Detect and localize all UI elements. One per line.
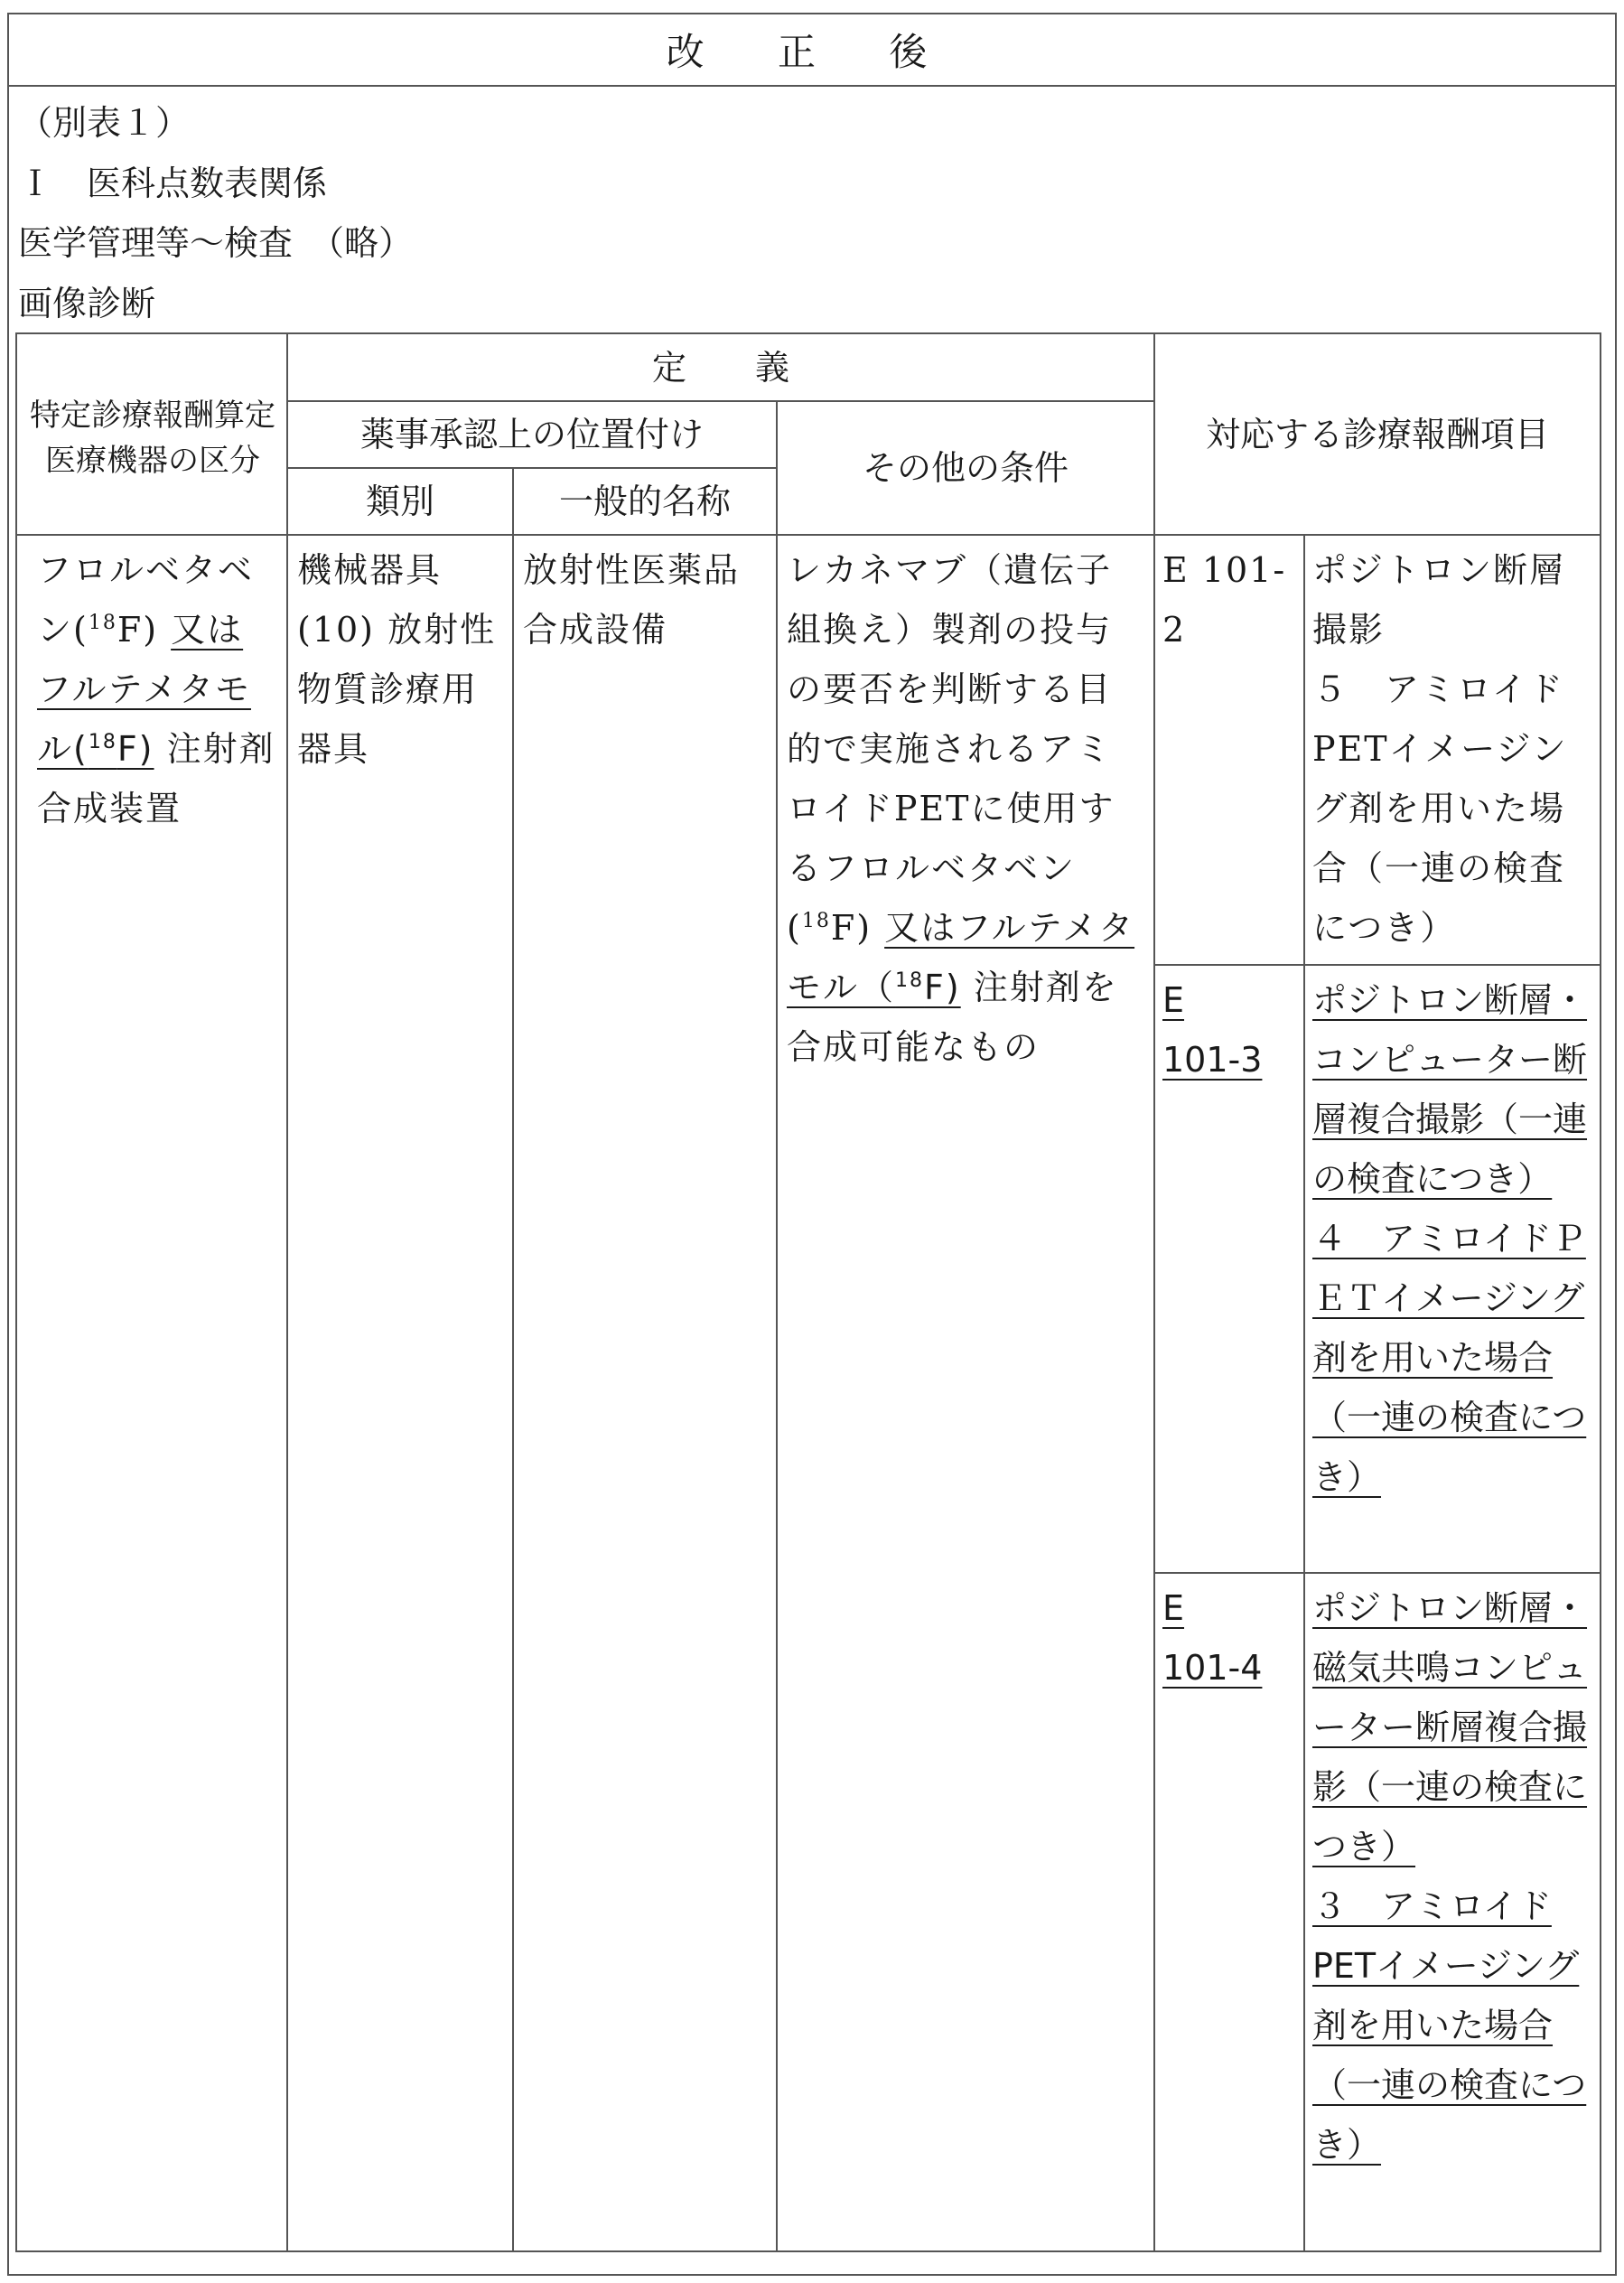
item-desc-e101-4: ポジトロン断層・磁気共鳴コンピューター断層複合撮影（一連の検査につき） ３ アミロイドPETイメージング剤を用いた場合（一連の検査につき） — [1312, 1588, 1588, 2165]
device-class-added-text: 又はフルテメタモル($^{18}$F) — [37, 610, 251, 769]
header-corresponding-items: 対応する診療報酬項目 — [1205, 414, 1549, 454]
header-device-class: 特定診療報酬算定医療機器の区分 — [30, 398, 275, 479]
header-category: 類別 — [365, 482, 434, 521]
category-cell: 機械器具(10) 放射性物質診療用器具 — [297, 550, 497, 769]
header-approval-position: 薬事承認上の位置付け — [359, 415, 704, 454]
appendix-label: （別表１） — [18, 103, 191, 143]
omitted-range: 医学管理等～検査 （略） — [18, 223, 414, 263]
conditions-cell: レカネマブ（遺伝子組換え）製剤の投与の要否を判断する目的で実施されるアミロイドPETに使用するフロルベタベン($^{18}$F) 又はフルテメタモル（$^{18}$F) 注射剤を合成可能なもの — [787, 550, 1135, 1067]
conditions-added-text: 又はフルテメタモル（$^{18}$F) — [787, 908, 1135, 1007]
section-heading: Ｉ 医科点数表関係 — [18, 164, 328, 203]
header-definition: 定 義 — [651, 347, 789, 388]
header-other-conditions: その他の条件 — [862, 448, 1069, 488]
device-class-cell: フロルベタベン($^{18}$F) 又はフルテメタモル($^{18}$F) 注射剤合成装置 — [37, 550, 275, 828]
item-code-e101-2: E 101-2 — [1162, 550, 1287, 650]
subsection-heading: 画像診断 — [18, 284, 156, 323]
generic-name-cell: 放射性医薬品合成設備 — [523, 550, 741, 650]
device-table — [15, 332, 1601, 2252]
page-title: 改 正 後 — [9, 14, 1615, 87]
item-desc-e101-3: ポジトロン断層・コンピューター断層複合撮影（一連の検査につき） ４ アミロイドＰＥＴイメージング剤を用いた場合（一連の検査につき） — [1312, 980, 1588, 1497]
item-code-e101-3: E 101-3 — [1162, 980, 1263, 1080]
item-code-e101-4: E 101-4 — [1162, 1588, 1263, 1688]
header-generic-name: 一般的名称 — [558, 482, 731, 521]
item-desc-e101-2: ポジトロン断層撮影 ５ アミロイドPETイメージング剤を用いた場合（一連の検査につき） — [1312, 550, 1568, 948]
